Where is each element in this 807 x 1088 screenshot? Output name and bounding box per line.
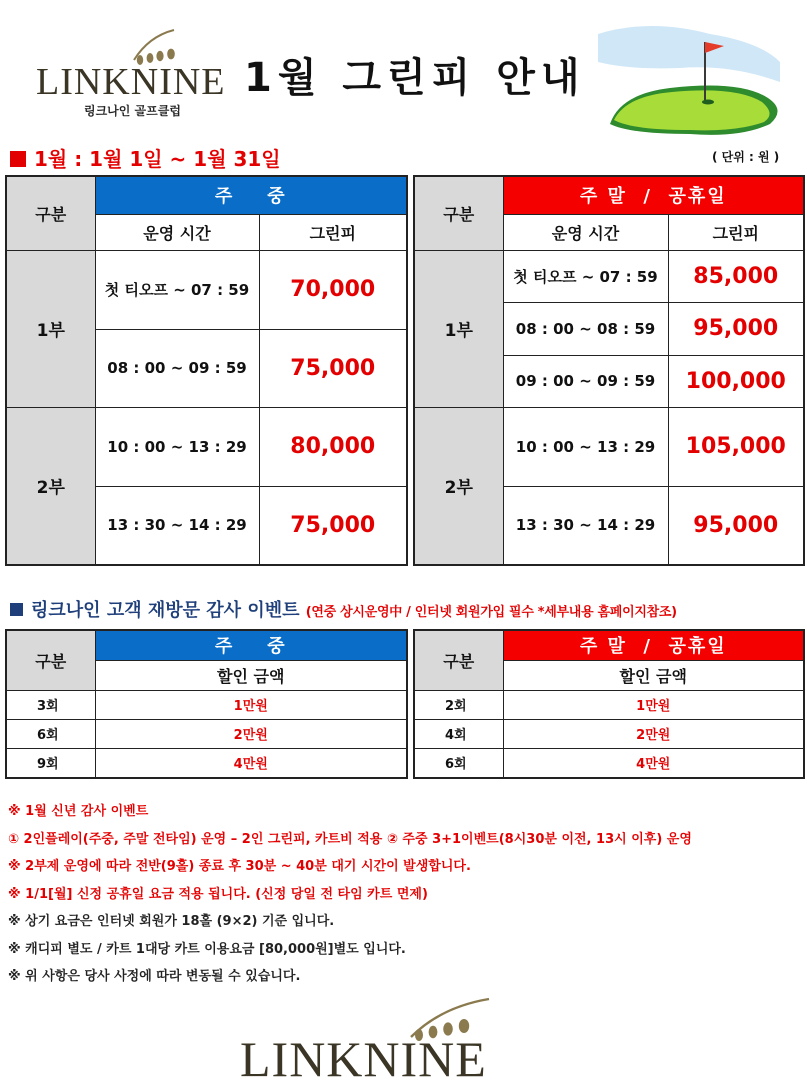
col-label: 구분 — [6, 176, 95, 250]
time-label: 운영 시간 — [503, 214, 668, 250]
part-1: 1부 — [6, 250, 95, 407]
red-square-icon — [10, 151, 26, 167]
fee-cell: 85,000 — [668, 250, 804, 302]
time-cell: 10 : 00 ~ 13 : 29 — [95, 407, 259, 486]
amount-cell: 1만원 — [503, 690, 804, 719]
logo-text: LINKNINE — [36, 61, 226, 103]
page-title: 1월 그린피 안내 — [244, 55, 586, 101]
note-item: ※ 캐디피 별도 / 카트 1대당 카트 이용요금 [80,000원]별도 입니다. — [8, 941, 406, 957]
fee-cell: 75,000 — [259, 486, 407, 565]
unit-label: ( 단위 : 원 ) — [712, 150, 780, 164]
note-item: ※ 1/1[월] 신정 공휴일 요금 적용 됩니다. (신정 당일 전 타임 카트 면제) — [8, 886, 428, 902]
fee-label: 그린피 — [259, 214, 407, 250]
part-1: 1부 — [414, 250, 503, 407]
amount-cell: 1만원 — [95, 690, 407, 719]
count-cell: 3회 — [6, 690, 95, 719]
fee-label: 그린피 — [668, 214, 804, 250]
count-cell: 2회 — [414, 690, 503, 719]
golf-green-illustration — [590, 22, 790, 140]
fee-cell: 70,000 — [259, 250, 407, 329]
navy-square-icon — [10, 603, 23, 616]
weekend-event-table — [413, 629, 805, 779]
fee-cell: 80,000 — [259, 407, 407, 486]
amount-cell: 2만원 — [95, 719, 407, 748]
period-heading — [10, 143, 281, 172]
note-item: ① 2인플레이(주중, 주말 전타임) 운영 – 2인 그린피, 카트비 적용 ② 주중 3+1이벤트(8시30분 이전, 13시 이후) 운영 — [8, 831, 692, 847]
weekend-header: 주 말 / 공휴일 — [503, 176, 804, 214]
time-cell: 09 : 00 ~ 09 : 59 — [503, 355, 668, 407]
weekend-header: 주 말 / 공휴일 — [503, 630, 804, 660]
amount-cell: 2만원 — [503, 719, 804, 748]
amount-label: 할인 금액 — [95, 660, 407, 690]
col-label: 구분 — [6, 630, 95, 690]
note-item: ※ 2부제 운영에 따라 전반(9홀) 종료 후 30분 ~ 40분 대기 시간이 발생합니다. — [8, 859, 471, 874]
event-note: (연중 상시운영中 / 인터넷 회원가입 필수 *세부내용 홈페이지참조) — [305, 605, 677, 620]
weekday-event-table — [5, 629, 408, 779]
count-cell: 6회 — [6, 719, 95, 748]
count-cell: 6회 — [414, 748, 503, 778]
time-label: 운영 시간 — [95, 214, 259, 250]
event-title: 링크나인 고객 재방문 감사 이벤트 — [31, 600, 300, 621]
fee-cell: 100,000 — [668, 355, 804, 407]
time-cell: 13 : 30 ~ 14 : 29 — [503, 486, 668, 565]
period-text: 1월 : 1월 1일 ~ 1월 31일 — [34, 147, 281, 171]
notes-list — [8, 798, 798, 991]
weekday-fee-table — [5, 175, 408, 566]
amount-label: 할인 금액 — [503, 660, 804, 690]
time-cell: 08 : 00 ~ 08 : 59 — [503, 302, 668, 355]
note-item: ※ 1월 신년 감사 이벤트 — [8, 804, 149, 819]
part-2: 2부 — [414, 407, 503, 565]
footer-logo-text: LINKNINE — [240, 1031, 487, 1087]
amount-cell: 4만원 — [503, 748, 804, 778]
fee-cell: 95,000 — [668, 302, 804, 355]
note-item: ※ 위 사항은 당사 사정에 따라 변동될 수 있습니다. — [8, 969, 301, 984]
weekday-header: 주 중 — [95, 176, 407, 214]
event-heading — [10, 596, 677, 622]
fee-cell: 95,000 — [668, 486, 804, 565]
time-cell: 08 : 00 ~ 09 : 59 — [95, 329, 259, 407]
count-cell: 4회 — [414, 719, 503, 748]
count-cell: 9회 — [6, 748, 95, 778]
part-2: 2부 — [6, 407, 95, 565]
time-cell: 첫 티오프 ~ 07 : 59 — [95, 250, 259, 329]
note-item: ※ 상기 요금은 인터넷 회원가 18홀 (9×2) 기준 입니다. — [8, 914, 335, 929]
time-cell: 10 : 00 ~ 13 : 29 — [503, 407, 668, 486]
col-label: 구분 — [414, 176, 503, 250]
weekday-header: 주 중 — [95, 630, 407, 660]
time-cell: 첫 티오프 ~ 07 : 59 — [503, 250, 668, 302]
logo-subtitle: 링크나인 골프클럽 — [84, 104, 181, 118]
fee-cell: 105,000 — [668, 407, 804, 486]
fee-cell: 75,000 — [259, 329, 407, 407]
col-label: 구분 — [414, 630, 503, 690]
weekend-fee-table — [413, 175, 805, 566]
amount-cell: 4만원 — [95, 748, 407, 778]
time-cell: 13 : 30 ~ 14 : 29 — [95, 486, 259, 565]
